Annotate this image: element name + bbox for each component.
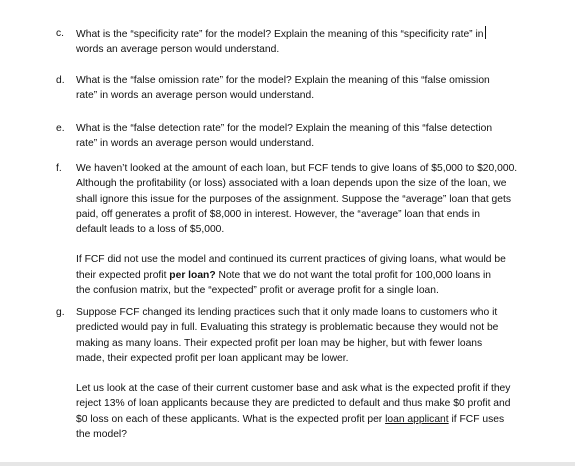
question-f-p2-line-2 [76,268,546,283]
question-d-line-1: What is the “false omission rate” for the model? Explain the meaning of this “false omission [76,75,490,86]
question-e-line-1: What is the “false detection rate” for the model? Explain the meaning of this “false detection [76,123,493,134]
question-d-text [76,73,546,104]
question-c-line-2: words an average person would understand. [76,44,280,56]
question-f-p1-line-2: Although the profitability (or loss) associated with a loan depends upon the size of the loan, we [76,178,507,190]
text-cursor [485,26,486,39]
question-e-line-2: rate” in words an average person would understand. [76,138,315,150]
question-f-p2-line-1: If FCF did not use the model and continued its current practices of giving loans, what would be [76,254,506,266]
question-g-p2-line-3 [76,412,546,427]
question-f-p1-line-4: paid, off generates a profit of $8,000 in interest. However, the “average” loan that ends in [76,208,480,220]
question-g-p2-line-2: reject 13% of loan applicants because they are predicted to default and thus make $0 profit and [76,398,511,410]
question-g-underlined-term: loan applicant [385,413,449,425]
question-f-p2-line-2-start: their expected profit [76,269,170,281]
question-c-text [76,26,546,58]
question-g-p1-line-2: predicted would pay in full. Evaluating this strategy is problematic because they would not be [76,322,499,334]
page-bottom-edge [0,462,575,466]
question-d-line-2: rate” in words an average person would understand. [76,90,315,102]
question-g-marker: g. [56,307,65,318]
question-g-text [76,305,546,442]
question-g-p1-line-4: made, their expected profit per loan applicant may be lower. [76,352,349,364]
question-g-p2-line-1: Let us look at the case of their current customer base and ask what is the expected profit if they [76,383,511,395]
question-g-p2-line-3-end: if FCF uses [448,413,505,425]
question-c-line-1: What is the “specificity rate” for the model? Explain the meaning of this “specificity rate” in [76,29,484,40]
question-f-p2-line-2-end: Note that we do not want the total profit for 100,000 loans in [215,269,491,281]
question-e-marker: e. [56,123,65,134]
question-f-p2-line-3: the confusion matrix, but the “expected” profit or average profit for a single loan. [76,285,439,297]
question-c-marker: c. [56,28,65,39]
question-f-p2-emphasis: per loan? [169,269,216,281]
question-e-text [76,121,546,152]
question-g-p1-line-3: making as many loans. Their expected profit per loan may be higher, but with fewer loans [76,337,483,349]
question-d-marker: d. [56,75,65,86]
question-f-text [76,161,546,298]
question-g-p1-line-1: Suppose FCF changed its lending practices such that it only made loans to customers who it [76,307,498,318]
question-f-p1-line-1: We haven’t looked at the amount of each loan, but FCF tends to give loans of $5,000 to $20,000. [76,163,518,174]
question-f-marker: f. [56,163,62,174]
question-g-p2-line-4: the model? [76,429,127,441]
question-f-p1-line-3: shall ignore this issue for the purposes of the assignment. Suppose the “average” loan that gets [76,193,512,205]
question-f-p1-line-5: default leads to a loss of $5,000. [76,224,225,236]
question-g-p2-line-3-start: $0 loss on each of these applicants. What is the expected profit per [76,413,386,425]
